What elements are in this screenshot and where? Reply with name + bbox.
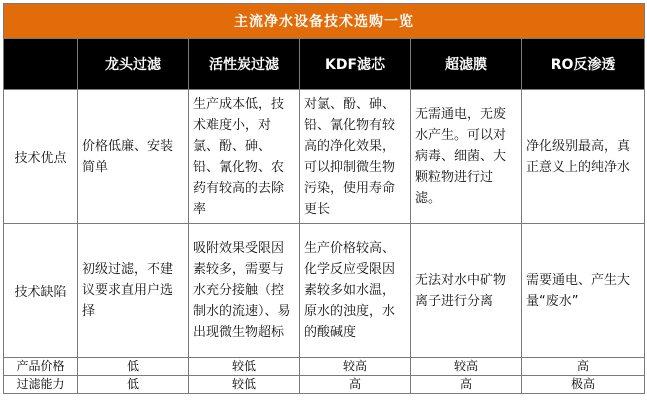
cell-defect-kdf: 生产价格较高、化学反应受限因素较多如水温，原水的浊度，水的酸碱度: [300, 224, 411, 358]
cell-price-ro: 高: [522, 358, 645, 376]
comparison-table: [3, 3, 645, 394]
table-row-advantages: [4, 90, 645, 224]
row-label-advantages: 技术优点: [4, 90, 78, 224]
row-label-filtration: 过滤能力: [4, 376, 78, 394]
cell-advantage-carbon: 生产成本低，技术难度小，对氯、酚、砷、铅、氰化物、农药有较高的去除率: [189, 90, 300, 224]
row-label-price: 产品价格: [4, 358, 78, 376]
table-row-filtration: [4, 376, 645, 394]
cell-filtration-uf: 高: [411, 376, 522, 394]
header-ultrafiltration: 超滤膜: [411, 39, 522, 90]
cell-filtration-kdf: 高: [300, 376, 411, 394]
cell-price-faucet: 低: [78, 358, 189, 376]
cell-defect-carbon: 吸附效果受限因素较多，需要与水充分接触（控制水的流速）、易出现微生物超标: [189, 224, 300, 358]
table-row-price: [4, 358, 645, 376]
table-row-defects: [4, 224, 645, 358]
cell-filtration-ro: 极高: [522, 376, 645, 394]
cell-advantage-kdf: 对氯、酚、砷、铅、氰化物有较高的净化效果，可以抑制微生物污染，使用寿命更长: [300, 90, 411, 224]
cell-defect-faucet: 初级过滤，不建议要求直用户选择: [78, 224, 189, 358]
cell-filtration-carbon: 较低: [189, 376, 300, 394]
cell-price-kdf: 较高: [300, 358, 411, 376]
cell-price-uf: 较高: [411, 358, 522, 376]
cell-defect-ro: 需要通电、产生大量“废水”: [522, 224, 645, 358]
cell-advantage-ro: 净化级别最高，真正意义上的纯净水: [522, 90, 645, 224]
header-ro: RO反渗透: [522, 39, 645, 90]
row-label-defects: 技术缺陷: [4, 224, 78, 358]
cell-defect-uf: 无法对水中矿物离子进行分离: [411, 224, 522, 358]
cell-filtration-faucet: 低: [78, 376, 189, 394]
header-corner: [4, 39, 78, 90]
header-activated-carbon: 活性炭过滤: [189, 39, 300, 90]
cell-advantage-uf: 无需通电，无废水产生。可以对病毒、细菌、大颗粒物进行过滤。: [411, 90, 522, 224]
cell-price-carbon: 较低: [189, 358, 300, 376]
header-faucet-filter: 龙头过滤: [78, 39, 189, 90]
header-row: [4, 39, 645, 90]
cell-advantage-faucet: 价格低廉、安装简单: [78, 90, 189, 224]
header-kdf: KDF滤芯: [300, 39, 411, 90]
table-title: 主流净水设备技术选购一览: [4, 4, 645, 39]
